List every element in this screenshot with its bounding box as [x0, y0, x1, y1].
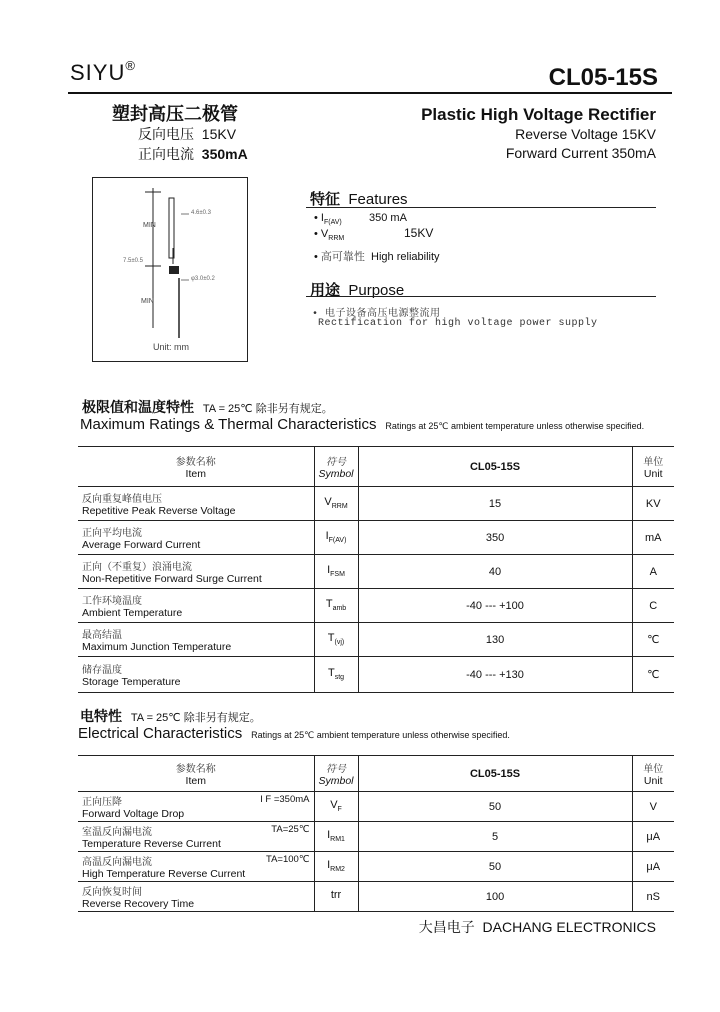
table-row: 最高结温 Maximum Junction Temperature $T_{(vj)}$ 130 ℃: [78, 623, 674, 657]
brand-logo: SIYU®: [70, 58, 136, 85]
purpose-rule: [306, 296, 656, 297]
feature-item-current: • $I_{F(AV)}$ 350 mA: [314, 212, 407, 227]
part-number: CL05-15S: [548, 64, 658, 91]
diagram-dim-a: 4.6±0.3: [191, 210, 211, 216]
purpose-heading: 用途 Purpose: [310, 282, 405, 299]
footer-company: 大昌电子 DACHANG ELECTRONICS: [418, 919, 656, 935]
max-ratings-table: [78, 446, 674, 693]
header-symbol: 符号 Symbol: [314, 756, 358, 792]
diagram-unit-label: Unit: mm: [153, 342, 189, 352]
table-row: 储存温度 Storage Temperature $T_{stg}$ -40 --- +130 ℃: [78, 657, 674, 693]
header-item: 参数名称 Item: [78, 447, 314, 487]
max-ratings-title-cn-row: 极限值和温度特性 TA = 25℃ 除非另有规定。: [82, 399, 333, 415]
table-row: 反向重复峰值电压 Repetitive Peak Reverse Voltage $V_{RRM}$ 15 KV: [78, 487, 674, 521]
table-header-row: [78, 756, 674, 792]
cn-reverse-voltage: 反向电压 15KV: [138, 126, 237, 142]
en-forward-current: Forward Current 350mA: [505, 145, 656, 161]
table-row: 正向平均电流 Average Forward Current $I_{F(AV)}$ 350 mA: [78, 521, 674, 555]
diagram-dim-c: 7.5±0.5: [123, 258, 143, 264]
electrical-table: [78, 755, 674, 912]
table-row: 正向（不重复）浪涌电流 Non-Repetitive Forward Surge Current $I_{FSM}$ 40 A: [78, 555, 674, 589]
header-rule: [68, 92, 672, 94]
feature-item-voltage: • $V_{RRM}$ 15KV: [314, 226, 434, 243]
table-row: 工作环境温度 Ambient Temperature $T_{amb}$ -40 --- +100 C: [78, 589, 674, 623]
package-outline-diagram: [92, 177, 248, 362]
diode-outline-drawing: [93, 178, 247, 361]
en-product-title: Plastic High Voltage Rectifier: [421, 105, 656, 124]
table-row: TA=100℃ 高温反向漏电流 High Temperature Reverse Current $I_{RM2}$ 50 μA: [78, 852, 674, 882]
purpose-line-en: Rectification for high voltage power supply: [318, 318, 598, 329]
header-item: 参数名称 Item: [78, 756, 314, 792]
diagram-min-label-bottom: MIN: [141, 298, 154, 305]
diagram-dim-b: φ3.0±0.2: [191, 276, 215, 282]
table-row: 反向恢复时间 Reverse Recovery Time trr 100 nS: [78, 882, 674, 912]
electrical-title-cn-row: 电特性 TA = 25℃ 除非另有规定。: [80, 708, 261, 724]
electrical-title-en-row: Electrical Characteristics Ratings at 25℃ ambient temperature unless otherwise specified.: [78, 725, 510, 742]
header-symbol: 符号 Symbol: [314, 447, 358, 487]
header-unit: 单位 Unit: [632, 447, 674, 487]
cn-product-title: 塑封高压二极管: [112, 104, 238, 124]
table-row: I F =350mA 正向压降 Forward Voltage Drop $V_F$ 50 V: [78, 792, 674, 822]
header-part: CL05-15S: [358, 756, 632, 792]
table-header-row: [78, 447, 674, 487]
header-part: CL05-15S: [358, 447, 632, 487]
feature-item-reliability: • 高可靠性 High reliability: [314, 251, 440, 263]
cn-forward-current: 正向电流 350mA: [138, 146, 248, 162]
header-unit: 单位 Unit: [632, 756, 674, 792]
max-ratings-title-en-row: Maximum Ratings & Thermal Characteristics Ratings at 25℃ ambient temperature unless otherwise specified.: [80, 416, 645, 433]
features-rule: [306, 207, 656, 208]
en-reverse-voltage: Reverse Voltage 15KV: [515, 126, 656, 142]
purpose-line-cn: • 电子设备高压电源整流用: [312, 309, 441, 320]
features-heading: 特征 Features: [310, 191, 408, 208]
table-row: TA=25℃ 室温反向漏电流 Temperature Reverse Current $I_{RM1}$ 5 μA: [78, 822, 674, 852]
diagram-min-label-top: MIN: [143, 222, 156, 229]
